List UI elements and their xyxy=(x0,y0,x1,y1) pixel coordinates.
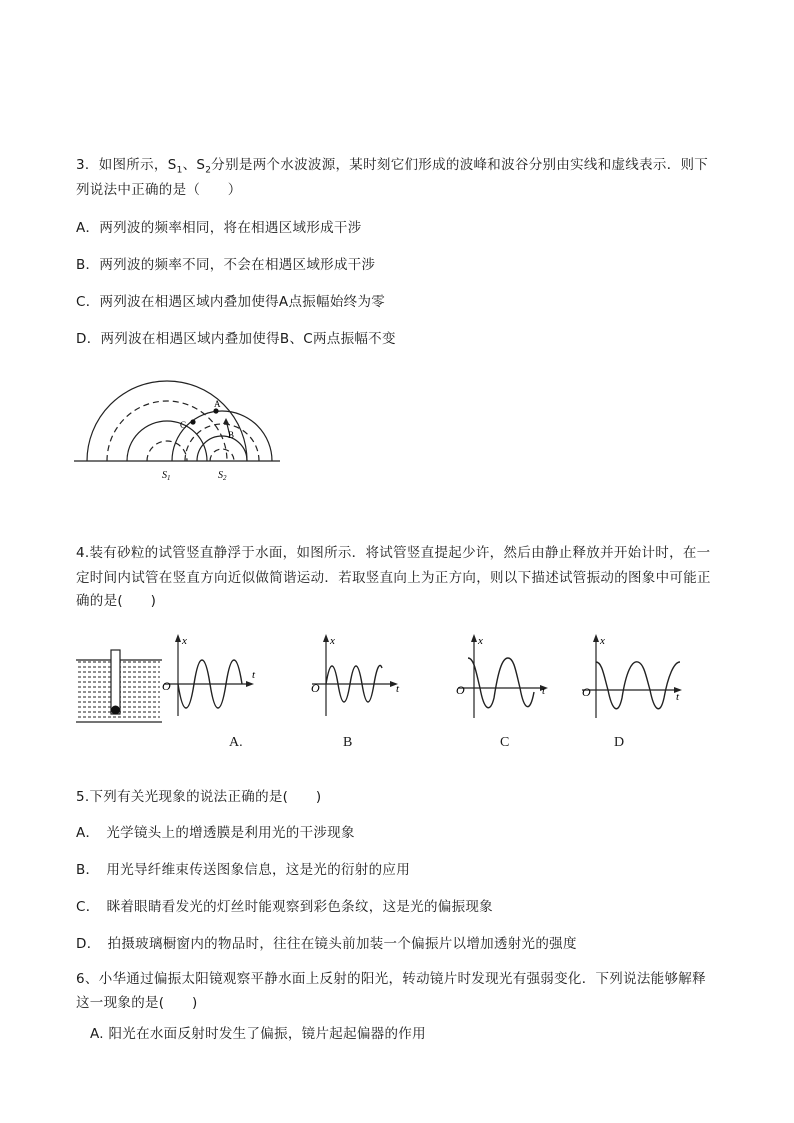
q3-stem-line1 xyxy=(76,153,708,176)
q3-option-c: C．两列波在相遇区域内叠加使得A点振幅始终为零 xyxy=(76,294,386,310)
q3-stem-line2: 列说法中正确的是（ ） xyxy=(76,182,242,198)
s1-trough-2 xyxy=(147,441,187,461)
q5-stem: 5.下列有关光现象的说法正确的是( ) xyxy=(76,789,322,805)
caption-c: C xyxy=(500,735,510,750)
q3-sub1: 1 xyxy=(176,165,183,176)
sand-particles xyxy=(111,706,120,715)
label-c: C xyxy=(180,420,187,430)
s2-trough-2 xyxy=(210,449,234,461)
graph-c-curve xyxy=(468,658,534,708)
graph-d-t-label: t xyxy=(676,691,680,703)
test-tube xyxy=(111,650,120,714)
graph-c-t-label: t xyxy=(542,685,546,697)
q5-option-d: D． 拍摄玻璃橱窗内的物品时，往往在镜头前加装一个偏振片以增加透射光的强度 xyxy=(76,936,577,952)
graph-b xyxy=(308,632,408,722)
wave-interference-figure xyxy=(70,360,290,495)
label-b: B xyxy=(228,430,235,440)
graph-a xyxy=(156,632,256,722)
graph-a-o-label: O xyxy=(162,679,171,693)
graph-a-x-label: x xyxy=(182,635,187,647)
q5-option-c: C． 眯着眼睛看发光的灯丝时能观察到彩色条纹，这是光的偏振现象 xyxy=(76,899,493,915)
q3-stem-a: 3．如图所示，S xyxy=(76,157,177,173)
graph-c-o-label: O xyxy=(456,683,465,697)
graph-b-o-label: O xyxy=(311,681,320,695)
arrow-head xyxy=(223,418,229,424)
label-s2: $S_2$ xyxy=(218,470,227,482)
graph-d-o-label: O xyxy=(582,685,591,699)
caption-a: A. xyxy=(229,735,243,750)
q3-stem-b: 、S xyxy=(182,157,206,173)
graph-d-x-label: x xyxy=(600,635,605,647)
caption-d: D xyxy=(614,735,625,750)
label-a: A xyxy=(214,399,221,409)
caption-b: B xyxy=(343,735,353,750)
s1-trough-1 xyxy=(107,401,227,461)
q6-option-a: A. 阳光在水面反射时发生了偏振，镜片起起偏器的作用 xyxy=(90,1026,426,1042)
q5-option-a: A． 光学镜头上的增透膜是利用光的干涉现象 xyxy=(76,825,355,841)
q6-line1: 6、小华通过偏振太阳镜观察平静水面上反射的阳光，转动镜片时发现光有强弱变化．下列说法能够解释 xyxy=(76,971,706,987)
q6-line2: 这一现象的是( ) xyxy=(76,995,198,1011)
point-c xyxy=(190,419,195,424)
label-s1: $S_1$ xyxy=(162,470,171,482)
graph-b-x-label: x xyxy=(330,635,335,647)
graph-d xyxy=(580,632,690,722)
q3-option-a: A．两列波的频率相同，将在相遇区域形成干涉 xyxy=(76,220,362,236)
q4-line1: 4.装有砂粒的试管竖直静浮于水面，如图所示．将试管竖直提起少许，然后由静止释放并开始计时，在一 xyxy=(76,545,711,561)
q3-sub2: 2 xyxy=(205,165,212,176)
q3-option-d: D．两列波在相遇区域内叠加使得B、C两点振幅不变 xyxy=(76,331,396,347)
point-a xyxy=(213,408,218,413)
q4-line2: 定时间内试管在竖直方向近似做简谐运动．若取竖直向上为正方向，则以下描述试管振动的图象中可能正 xyxy=(76,570,711,586)
graph-b-t-label: t xyxy=(396,683,400,695)
graph-c xyxy=(452,632,552,722)
graph-d-curve xyxy=(596,662,680,709)
test-tube-in-water-figure xyxy=(74,640,164,730)
q4-line3: 确的是( ) xyxy=(76,593,157,609)
q5-option-b: B． 用光导纤维束传送图象信息，这是光的衍射的应用 xyxy=(76,862,411,878)
q3-option-b: B．两列波的频率不同，不会在相遇区域形成干涉 xyxy=(76,257,376,273)
graph-a-t-label: t xyxy=(252,669,256,681)
q3-stem-c: 分别是两个水波波源，某时刻它们形成的波峰和波谷分别由实线和虚线表示．则下 xyxy=(211,157,709,173)
s2-trough-1 xyxy=(185,424,259,461)
graph-c-x-label: x xyxy=(478,635,483,647)
